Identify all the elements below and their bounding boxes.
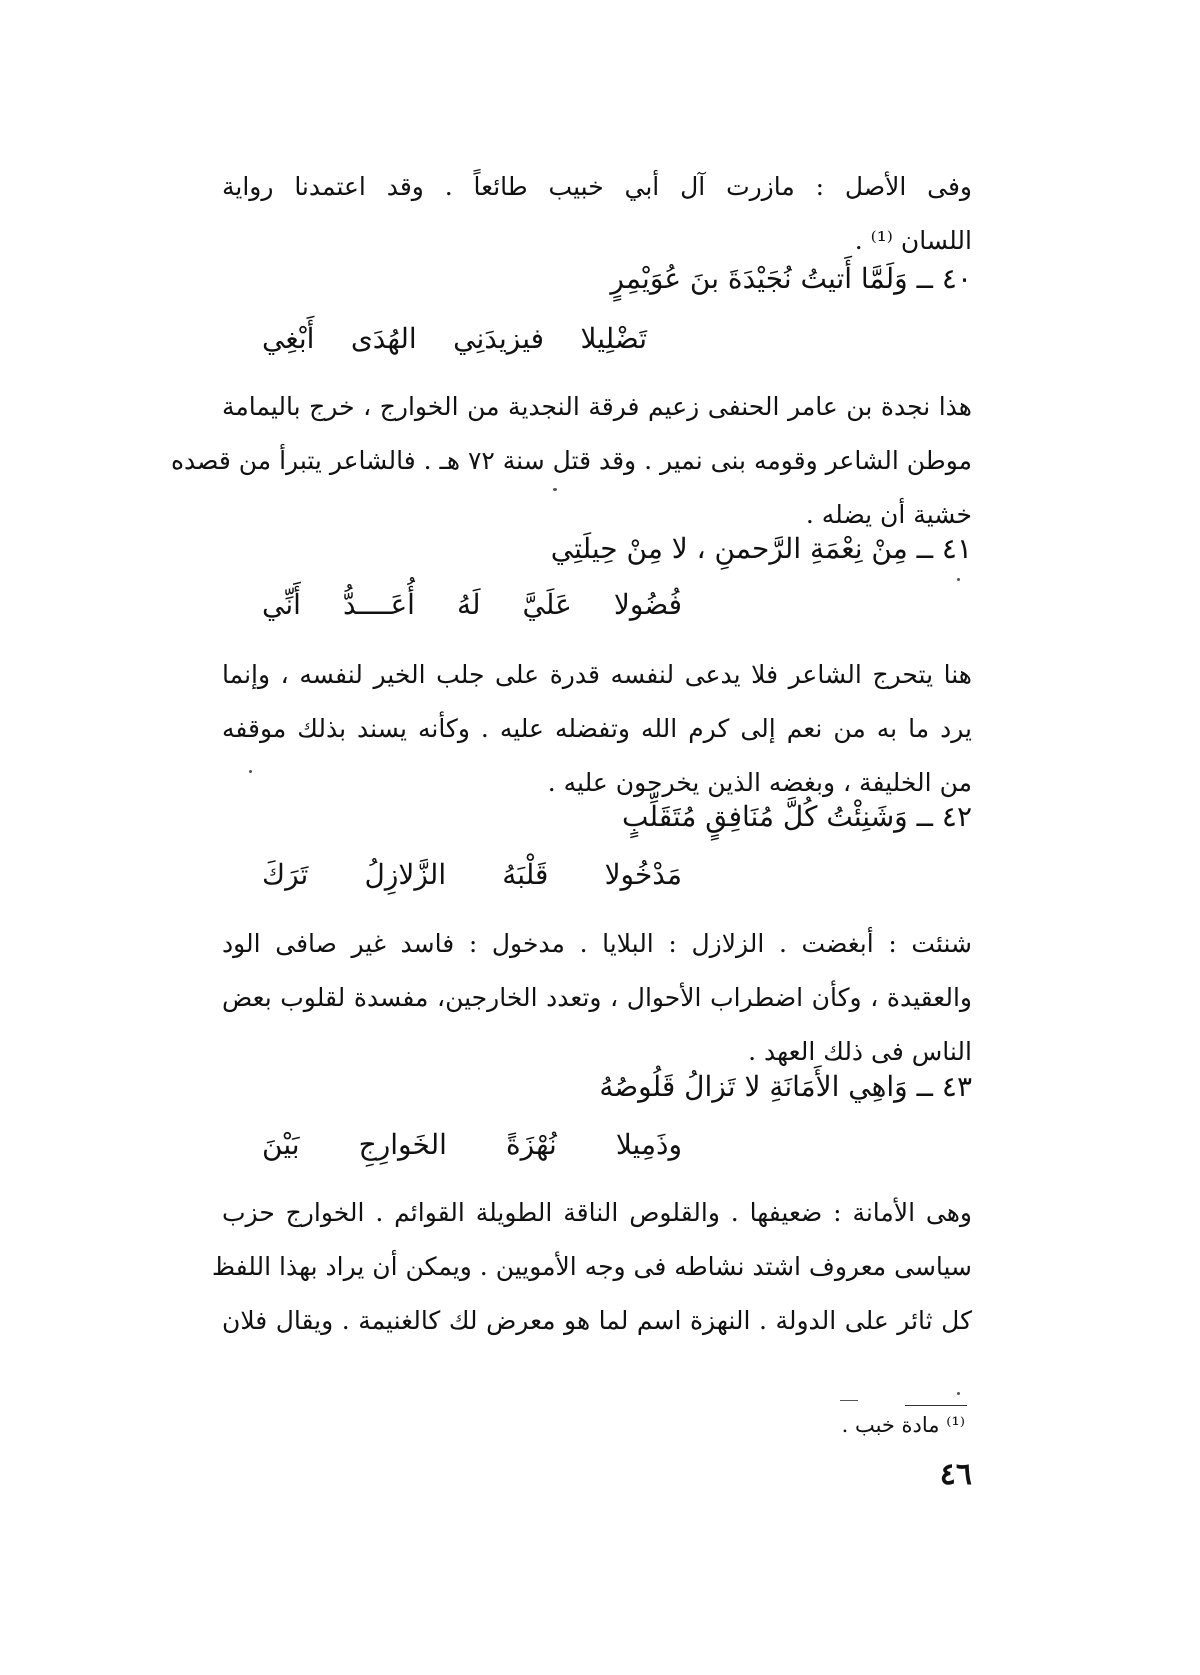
verse-word: أَبْغِي bbox=[262, 322, 315, 355]
scan-speck bbox=[957, 578, 960, 581]
scan-speck bbox=[553, 488, 557, 491]
verse-word: الزَّلازِلُ bbox=[364, 858, 447, 891]
commentary-line: موطن الشاعر وقومه بنى نمير . وقد قتل سنة ٧٢ هـ . فالشاعر يتبرأ من قصده bbox=[170, 446, 972, 475]
verse-40-first-hemistich: ٤٠ ــ وَلَمَّا أَتيتُ نُجَيْدَةَ بنَ عُوَيْمِرٍ bbox=[610, 262, 972, 295]
verse-42-first-hemistich: ٤٢ ــ وَشَنِئْتُ كُلَّ مُنَافِقٍ مُتَقَلِّبٍ bbox=[622, 800, 972, 833]
verse-word: وذَمِيلا bbox=[615, 1128, 682, 1161]
intro-paragraph bbox=[222, 160, 972, 268]
verse-word: فُضُولا bbox=[613, 588, 682, 621]
verse-word: قَلْبَهُ bbox=[502, 858, 549, 891]
verse-40-second-hemistich bbox=[262, 322, 647, 355]
verse-43-second-hemistich bbox=[262, 1128, 682, 1161]
commentary-line: والعقيدة ، وكأن اضطراب الأحوال ، وتعدد الخارجين، مفسدة لقلوب بعض bbox=[222, 983, 972, 1012]
commentary-line: هنا يتحرج الشاعر فلا يدعى لنفسه قدرة على جلب الخير لنفسه ، وإنما bbox=[222, 660, 972, 689]
verse-word: الخَوارِجِ bbox=[358, 1128, 447, 1161]
scan-speck bbox=[840, 1400, 858, 1401]
commentary-line: شنئت : أبغضت . الزلازل : البلايا . مدخول : فاسد غير صافى الود bbox=[222, 929, 972, 958]
verse-word: الهُدَى bbox=[350, 322, 417, 355]
commentary-line: كل ثائر على الدولة . النهزة اسم لما هو معرض لك كالغنيمة . ويقال فلان bbox=[222, 1306, 972, 1335]
verse-43-first-hemistich: ٤٣ ــ وَاهِي الأَمَانَةِ لا تَزالُ قَلُوصُهُ bbox=[599, 1070, 972, 1103]
scan-speck bbox=[957, 1392, 960, 1395]
page-number: ٤٦ bbox=[939, 1457, 972, 1492]
commentary-line: الناس فى ذلك العهد . bbox=[748, 1037, 972, 1066]
scan-speck bbox=[249, 770, 252, 773]
verse-42-second-hemistich bbox=[262, 858, 682, 891]
commentary-42 bbox=[222, 917, 972, 1079]
intro-line: اللسان ⁽¹⁾ . bbox=[854, 226, 972, 255]
commentary-line: هذا نجدة بن عامر الحنفى زعيم فرقة النجدية من الخوارج ، خرج باليمامة bbox=[222, 392, 972, 421]
commentary-line: من الخليفة ، وبغضه الذين يخرجون عليه . bbox=[547, 768, 972, 797]
commentary-40 bbox=[170, 380, 972, 542]
verse-41-first-hemistich: ٤١ ــ مِنْ نِعْمَةِ الرَّحمنِ ، لا مِنْ حِيلَتِي bbox=[550, 532, 972, 565]
commentary-line: خشية أن يضله . bbox=[805, 500, 972, 529]
footnote: ⁽¹⁾ مادة خبب . bbox=[841, 1413, 965, 1437]
intro-line: وفى الأصل : مازرت آل أبي خبيب طائعاً . وقد اعتمدنا رواية bbox=[222, 172, 972, 201]
verse-word: بَيْنَ bbox=[262, 1128, 300, 1161]
commentary-line: يرد ما به من نعم إلى كرم الله وتفضله عليه . وكأنه يسند بذلك موقفه bbox=[222, 714, 972, 743]
verse-word: أَنِّي bbox=[262, 588, 301, 621]
commentary-41 bbox=[222, 648, 972, 810]
verse-word: نُهْزَةً bbox=[505, 1128, 557, 1161]
verse-word: فيزيدَنِي bbox=[453, 322, 545, 355]
commentary-line: وهى الأمانة : ضعيفها . والقلوص الناقة الطويلة القوائم . الخوارج حزب bbox=[222, 1198, 972, 1227]
verse-word: أُعَــــدُّ bbox=[342, 588, 415, 621]
verse-41-second-hemistich bbox=[262, 588, 682, 621]
verse-word: مَدْخُولا bbox=[604, 858, 682, 891]
commentary-43 bbox=[211, 1186, 972, 1348]
verse-word: تَرَكَ bbox=[262, 858, 309, 891]
verse-word: عَلَيَّ bbox=[522, 588, 572, 621]
verse-word: تَضْلِيلا bbox=[580, 322, 647, 355]
commentary-line: سياسى معروف اشتد نشاطه فى وجه الأمويين . ويمكن أن يراد بهذا اللفظ bbox=[211, 1252, 972, 1281]
verse-word: لَهُ bbox=[456, 588, 481, 621]
